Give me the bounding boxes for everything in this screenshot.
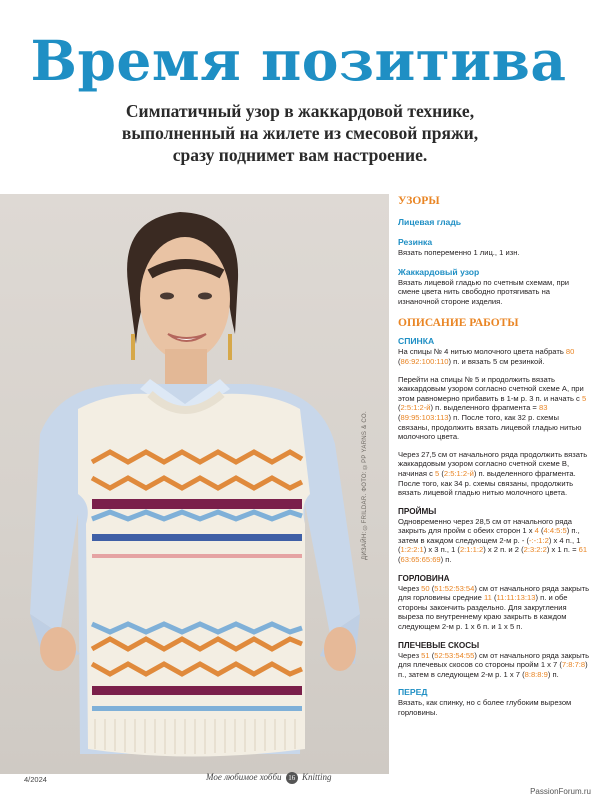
text-run: ( [429, 583, 435, 593]
size-value: 50 [421, 583, 430, 593]
lead-line: Симпатичный узор в жаккардовой технике, [125, 101, 475, 121]
text-run: Перейти на спицы № 5 и продолжить вязать жаккардовым узором согласно счетной схеме А, при этом равномерно прибавить в 1-м р. 3 п. и начать с [398, 374, 584, 403]
size-value: 11 [483, 593, 492, 603]
text-run: ) х 1 п. = [546, 545, 579, 555]
neckline-heading: ГОРЛОВИНА [398, 573, 450, 583]
magazine-footer [206, 772, 332, 784]
page-number: 16 [286, 772, 298, 784]
size-value: 89:95:103:113 [400, 412, 449, 422]
text-run: Через 27,5 см от начального ряда продолжить вязать жаккардовым узором согласно счетной схеме В, начиная с [398, 449, 588, 478]
size-value: 4 [534, 526, 539, 536]
text-run: ( [439, 468, 444, 478]
armholes-text [398, 517, 592, 565]
back-paragraph [398, 375, 592, 442]
text-run: Через [398, 583, 422, 593]
photo-credit: ДИЗАЙН: ©FRILDAR. ФОТО: ©PP YARNS & CO. [362, 411, 368, 560]
work-heading: ОПИСАНИЕ РАБОТЫ [398, 317, 519, 330]
size-value: 61 [578, 545, 588, 555]
size-value: 7:8:7:8 [561, 660, 586, 670]
size-value: 2:3:2:2 [523, 545, 547, 555]
text-run: ) п. [547, 669, 559, 679]
magazine-name: Мое любимое хобби [206, 772, 282, 782]
pattern-name: Лицевая гладь [398, 217, 462, 227]
text-run: ) п. [440, 555, 452, 565]
text-run: ( [398, 555, 401, 565]
pattern-item [398, 237, 592, 258]
size-value: 63:65:65:69 [400, 555, 441, 565]
model-photo [0, 194, 389, 774]
text-run: Одновременно через 28,5 см от начального ряда закрыть для пройм с обеих сторон 1 х [398, 516, 573, 536]
shoulders-heading: ПЛЕЧЕВЫЕ СКОСЫ [398, 640, 480, 650]
size-value: 86:92:100:110 [400, 356, 449, 366]
size-value: 52:53:54:55 [434, 650, 475, 660]
lead-text [20, 100, 580, 166]
front-text: Вязать, как спинку, но с более глубоким вырезом горловины. [398, 698, 572, 717]
text-run: ) п. выделенного фрагмента. После того, как 34 р. схемы связаны, продолжить вязать лицевой гладью нитью молочного цвета. [398, 468, 576, 498]
text-run: ) п., затем в следующем 2-м р. 1 х 7 ( [398, 660, 588, 679]
text-run: ) п. и обе стороны закончить раздельно. Для закругления выреза по внутреннему краю закрыть в каждом следующем 2-м р. 1 х 6 п. и 1 х 5 п. [398, 593, 568, 632]
size-value: 51:52:53:54 [434, 583, 475, 593]
instructions-column [398, 194, 592, 718]
size-value: 2:1:1:2 [459, 545, 484, 555]
back-paragraph [398, 450, 592, 498]
text-run: ) х 3 п., 1 ( [423, 545, 460, 555]
front-heading: ПЕРЕД [398, 687, 428, 698]
watermark: PassionForum.ru [530, 787, 591, 796]
magazine-subtitle: Knitting [302, 772, 332, 782]
text-run: ) п. выделенного фрагмента = [430, 403, 539, 413]
pattern-item [398, 217, 592, 228]
neckline-text [398, 584, 592, 632]
page-title: Время позитива [30, 28, 567, 93]
lead-line: сразу поднимет вам настроение. [172, 145, 428, 165]
text-run: ) п., затем в каждом следующем 2-м р. - ( [398, 526, 580, 545]
back-heading: СПИНКА [398, 336, 435, 347]
size-value: 80 [565, 347, 575, 357]
text-run: ) х 2 п. и 2 ( [483, 545, 524, 555]
pattern-name: Жаккардовый узор [398, 266, 480, 277]
size-value: 8:8:8:9 [524, 669, 548, 679]
pattern-name: Резинка [398, 237, 433, 247]
size-value: 1:2:2:1 [400, 545, 424, 555]
back-paragraph [398, 347, 592, 366]
model-illustration [0, 194, 389, 774]
size-value: 11:11:13:13 [496, 593, 536, 603]
text-run: ) п. и вязать 5 см резинкой. [448, 356, 545, 366]
size-value: -:-:1:2 [529, 535, 549, 545]
shoulders-text [398, 651, 592, 680]
text-run: ) см от начального ряда закрыть для горловины средние [398, 583, 590, 603]
size-value: 2:5:1:2-й [443, 468, 474, 478]
pattern-text: Вязать попеременно 1 лиц., 1 изн. [398, 248, 520, 257]
text-run: ( [398, 356, 401, 366]
armholes-heading: ПРОЙМЫ [398, 506, 437, 516]
size-value: 5 [435, 468, 440, 478]
text-run: ( [398, 403, 401, 413]
size-value: 51 [421, 650, 430, 660]
text-run: Через [398, 650, 422, 660]
patterns-heading: УЗОРЫ [398, 195, 440, 207]
pattern-item [398, 267, 592, 307]
text-run: ) см от начального ряда закрыть для плечевых скосов со стороны пройм 1 х 7 ( [398, 650, 590, 670]
size-value: 83 [538, 403, 548, 413]
size-value: 2:5:1:2-й [400, 403, 431, 413]
text-run: ( [398, 412, 401, 422]
size-value: 4:4:5:5 [543, 526, 567, 536]
pattern-text: Вязать лицевой гладью по счетным схемам, при смене цвета нить свободно протягивать на изнаночной стороне изделия. [398, 277, 570, 306]
text-run: На спицы № 4 нитью молочного цвета набрать [398, 347, 566, 357]
text-run: ( [429, 650, 435, 660]
text-run: ( [491, 593, 497, 603]
text-run: ( [538, 526, 544, 536]
size-value: 5 [581, 393, 587, 403]
issue-number: 4/2024 [24, 775, 47, 784]
lead-line: выполненный на жилете из смесовой пряжи, [121, 123, 479, 143]
text-run: ) х 4 п., 1 ( [398, 535, 581, 555]
text-run: ) п. После того, как 32 р. схемы связаны, продолжить вязать лицевой гладью нитью молочного цвета. [398, 412, 582, 442]
